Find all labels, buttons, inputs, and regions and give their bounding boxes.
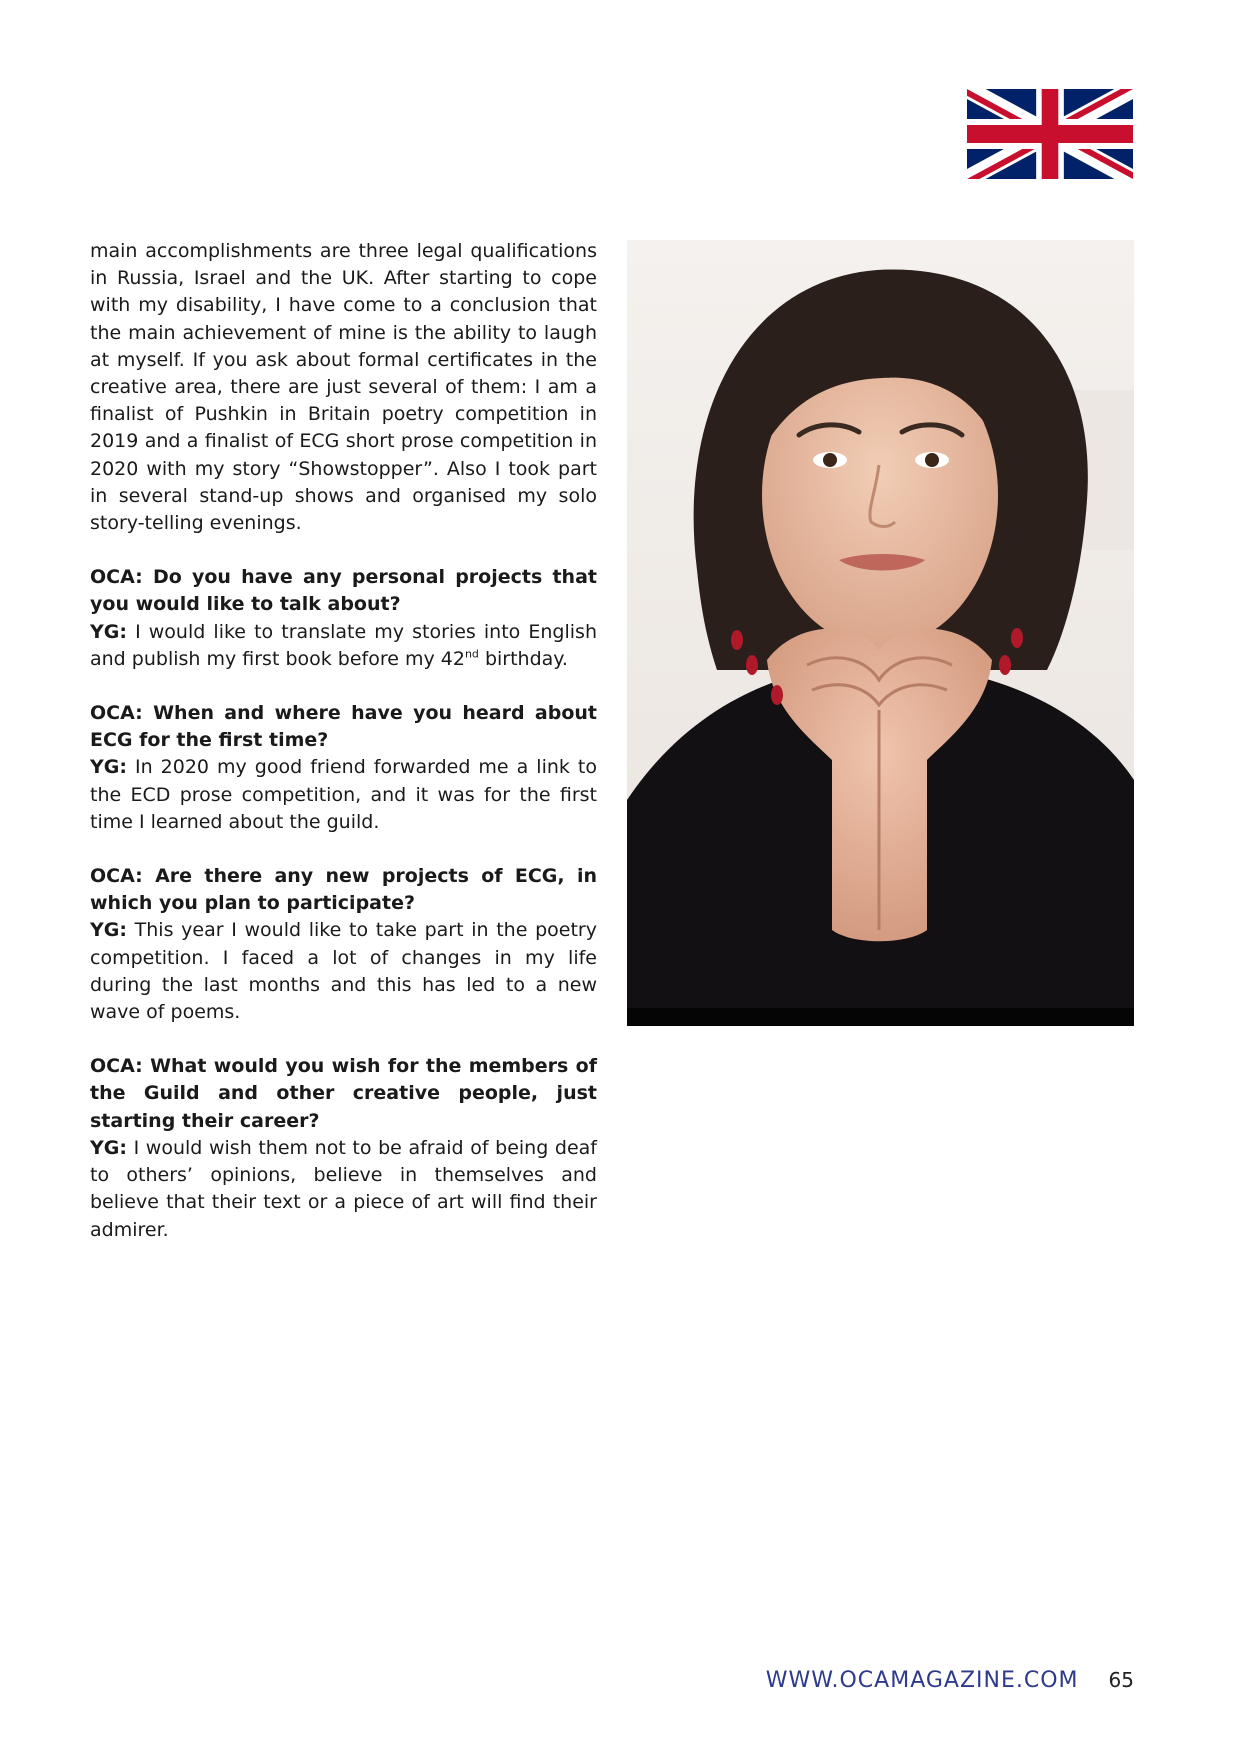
question-1: OCA: Do you have any personal projects that you would like to talk about? [90, 566, 597, 616]
intro-paragraph: main accomplishments are three legal qualifications in Russia, Israel and the UK. After starting to cope with my disability, I have come to a conclusion that the main achievement of mine is the ability to laugh at myself. If you ask about formal certificates in the creative area, there are just several of them: I am a finalist of Pushkin in Britain poetry competition in 2019 and a finalist of ECG short prose competition in 2020 with my story “Showstopper”. Also I took part in several stand-up shows and organised my solo story-telling evenings. [90, 240, 597, 535]
ordinal-suffix: nd [464, 647, 479, 661]
answer-4 [90, 1135, 597, 1244]
article-column [90, 238, 597, 1244]
answer-text: This year I would like to take part in the poetry competition. I faced a lot of changes in my life during the last months and this has led to a new wave of poems. [90, 919, 597, 1024]
question-3: OCA: Are there any new projects of ECG, in which you plan to participate? [90, 865, 597, 915]
answer-label: YG: [90, 1136, 127, 1159]
answer-1 [90, 619, 597, 673]
answer-3 [90, 917, 597, 1026]
question-4: OCA: What would you wish for the members of the Guild and other creative people, just starting their career? [90, 1055, 597, 1132]
answer-text: In 2020 my good friend forwarded me a link to the ECD prose competition, and it was for the first time I learned about the guild. [90, 756, 597, 833]
page-footer [700, 1663, 1134, 1697]
website-link[interactable]: WWW.OCAMAGAZINE.COM [765, 1667, 1079, 1693]
answer-text: I would like to translate my stories into English and publish my first book before my 42 [90, 620, 597, 670]
answer-2 [90, 754, 597, 836]
page-number: 65 [1108, 1668, 1134, 1692]
answer-text-end: birthday. [478, 647, 568, 670]
answer-label: YG: [90, 919, 127, 942]
uk-flag-icon [967, 89, 1133, 179]
portrait-photo [627, 240, 1134, 1026]
answer-label: YG: [90, 756, 127, 779]
answer-label: YG: [90, 620, 127, 643]
answer-text: I would wish them not to be afraid of being deaf to others’ opinions, believe in themselves and believe that their text or a piece of art will find their admirer. [90, 1136, 597, 1241]
question-2: OCA: When and where have you heard about ECG for the first time? [90, 702, 597, 752]
